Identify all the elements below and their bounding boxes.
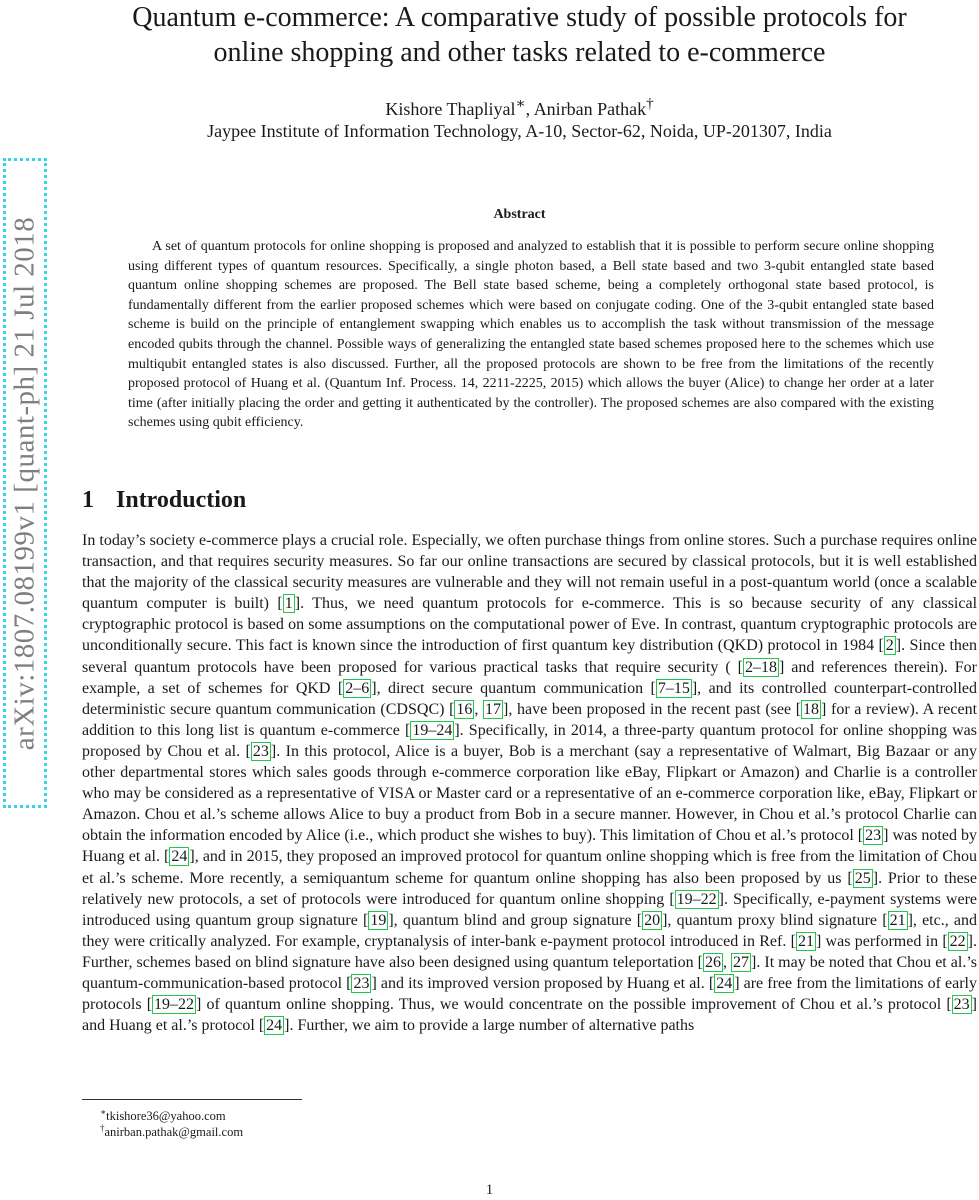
citation-link[interactable]: 24 <box>716 974 733 992</box>
footnote-mark: † <box>100 1123 105 1133</box>
section-heading <box>82 485 246 515</box>
citation-link[interactable]: 22 <box>949 932 966 950</box>
citation-link[interactable]: 2–6 <box>345 679 370 697</box>
body-text-segment: ]. Further, schemes based on blind signature have also been designed using quantum teleportation [ <box>82 932 977 971</box>
body-text-segment: In today’s society e-commerce plays a crucial role. Especially, we often purchase things from online stores. Such a purchase requires online transaction, and that requires security measures. So far our online transactions are secured by classical protocols, but it is well established that the majority of the classical security measures are vulnerable and they will not remain useful in a post-quantum world (once a scalable quantum computer is built) [ <box>82 532 977 613</box>
citation-link[interactable]: 21 <box>889 911 906 929</box>
author-name: Kishore Thapliyal <box>385 99 516 119</box>
citation-link[interactable]: 23 <box>252 742 269 760</box>
section-number: 1 <box>82 487 94 513</box>
body-text-segment: ], quantum blind and group signature [ <box>388 911 643 929</box>
body-text-segment: ]. In this protocol, Alice is a buyer, Bob is a merchant (say a representative of Walmart, Big Bazaar or any other departmental stores which sales goods through e-commerce corporation like eBay, Flipkart or Amazon) and Charlie is a controller who may be considered as a representative of VISA or Master card or a representative of an e-commerce corporation like, eBay, Flipkart or Amazon. Chou et al.’s scheme allows Alice to buy a product from Bob in a secure manner. However, in Chou et al.’s protocol Charlie can obtain the information encoded by Alice (i.e., which product she wishes to buy). This limitation of Chou et al.’s protocol [ <box>82 742 977 845</box>
author-list <box>60 93 979 120</box>
affiliation: Jaypee Institute of Information Technology, A-10, Sector-62, Noida, UP-201307, India <box>207 121 832 141</box>
citation-link[interactable]: 7–15 <box>657 679 690 697</box>
author-footnote-mark: † <box>646 96 654 112</box>
body-text-segment: ], quantum proxy blind signature [ <box>662 911 888 929</box>
citation-link[interactable]: 2–18 <box>744 658 777 676</box>
citation-link[interactable]: 23 <box>953 996 970 1014</box>
body-text-segment: ] for a review). A recent addition to this long list is quantum e-commerce [ <box>82 700 978 739</box>
body-text-segment: ] was performed in [ <box>815 932 948 950</box>
footnote-divider <box>82 1099 302 1100</box>
citation-link[interactable]: 16 <box>456 700 473 718</box>
body-text-segment: ]. Specifically, e-payment systems were introduced using quantum group signature [ <box>82 890 978 929</box>
footnote-mark: ∗ <box>100 1107 107 1117</box>
body-text-segment: ], and in 2015, they proposed an improved protocol for quantum online shopping which is free from the limitation of Chou et al.’s scheme. More recently, a semiquantum scheme for quantum online shopping has also been proposed by us [ <box>82 848 978 887</box>
body-text-segment: ] and its improved version proposed by Huang et al. [ <box>371 974 715 992</box>
arxiv-identifier-stamp <box>3 158 47 808</box>
citation-link[interactable]: 19–22 <box>154 996 195 1014</box>
paper-title <box>60 0 979 70</box>
author-separator: , <box>525 99 534 119</box>
citation-link[interactable]: 1 <box>284 595 293 613</box>
body-text-segment: ]. It may be noted that Chou et al.’s quantum-communication-based protocol [ <box>82 953 978 992</box>
citation-link[interactable]: 27 <box>733 953 750 971</box>
citation-link[interactable]: 24 <box>171 848 188 866</box>
citation-link[interactable]: 18 <box>803 700 820 718</box>
citation-link[interactable]: 26 <box>704 953 721 971</box>
citation-link[interactable]: 21 <box>797 932 814 950</box>
citation-link[interactable]: 23 <box>865 827 882 845</box>
title-line-2: online shopping and other tasks related to e-commerce <box>213 37 826 68</box>
body-text-segment: ]. Specifically, in 2014, a three-party quantum protocol for online shopping was proposed by Chou et al. [ <box>82 721 977 760</box>
body-text-segment: , <box>722 953 732 971</box>
citation-link[interactable]: 25 <box>854 869 871 887</box>
footnote-email[interactable]: anirban.pathak@gmail.com <box>104 1125 244 1140</box>
citation-link[interactable]: 19 <box>370 911 387 929</box>
body-text-segment: ], etc., and they were critically analyzed. For example, cryptanalysis of inter-bank e-payment protocol introduced in Ref. [ <box>82 911 978 950</box>
page-number: 1 <box>485 1182 494 1198</box>
citation-link[interactable]: 19–22 <box>676 890 717 908</box>
introduction-paragraph <box>82 530 977 1036</box>
author-footnote-mark: ∗ <box>515 96 526 112</box>
author-name: Anirban Pathak <box>533 99 647 119</box>
footnote <box>100 1120 243 1140</box>
body-text-segment: ], direct secure quantum communication [ <box>371 679 656 697</box>
body-text-segment: ], and its controlled counterpart-controlled deterministic secure quantum communication (CDSQC) [ <box>82 679 977 718</box>
body-text-segment: ] are free from the limitations of early protocols [ <box>82 974 978 1014</box>
citation-link[interactable]: 2 <box>885 637 894 655</box>
body-text-segment: ]. Since then several quantum protocols have been proposed for various practical tasks that require security ( [ <box>82 637 978 676</box>
body-text-segment: ]. Prior to these relatively new protocols, a set of protocols were introduced for quantum online shopping [ <box>82 869 978 908</box>
citation-link[interactable]: 17 <box>485 700 502 718</box>
body-text-segment: ] was noted by Huang et al. [ <box>82 827 977 866</box>
title-line-1: Quantum e-commerce: A comparative study of possible protocols for <box>132 2 907 33</box>
abstract-heading: Abstract <box>493 207 546 222</box>
section-title: Introduction <box>116 487 247 513</box>
body-text-segment: ]. Further, we aim to provide a large number of alternative paths <box>284 1017 695 1035</box>
body-text-segment: ] of quantum online shopping. Thus, we would concentrate on the possible improvement of Chou et al.’s protocol [ <box>196 996 952 1014</box>
body-text-segment: , <box>474 700 484 718</box>
footnote-email[interactable]: tkishore36@yahoo.com <box>106 1109 226 1124</box>
citation-link[interactable]: 20 <box>644 911 661 929</box>
body-text-segment: ]. Thus, we need quantum protocols for e-commerce. This is so because security of any classical cryptographic protocol is based on some assumptions on the computational power of Eve. In contrast, quantum cryptographic protocols are unconditionally secure. This fact is known since the introduction of first quantum key distribution (QKD) protocol in 1984 [ <box>82 595 978 655</box>
body-text-segment: ], have been proposed in the recent past (see [ <box>503 700 802 718</box>
citation-link[interactable]: 24 <box>266 1017 283 1035</box>
citation-link[interactable]: 19–24 <box>412 721 453 739</box>
arxiv-identifier-text: arXiv:1807.08199v1 [quant-ph] 21 Jul 2018 <box>8 216 41 750</box>
body-text-segment: ] and Huang et al.’s protocol [ <box>82 996 977 1035</box>
abstract-text: A set of quantum protocols for online shopping is proposed and analyzed to establish that it is possible to perform secure online shopping using different types of quantum resources. Specifically, a single photon based, a Bell state based and two 3-qubit entangled state based quantum online shopping schemes are proposed. The Bell state based scheme, being a completely orthogonal state based protocol, is fundamentally different from the earlier proposed schemes which were based on conjugate coding. One of the 3-qubit entangled state based scheme is build on the principle of entanglement swapping which enables us to accomplish the task without transmission of the message encoded qubits through the channel. Possible ways of generalizing the entangled state based schemes proposed here to the schemes which use multiqubit entangled states is also discussed. Further, all the proposed protocols are shown to be free from the limitations of the recently proposed protocol of Huang et al. (Quantum Inf. Process. 14, 2211-2225, 2015) which allows the buyer (Alice) to change her order at a later time (after initially placing the order and getting it authenticated by the controller). The proposed schemes are also compared with the existing schemes using qubit efficiency. <box>128 239 934 431</box>
body-text-segment: ] and references therein). For example, a set of schemes for QKD [ <box>82 658 978 697</box>
citation-link[interactable]: 23 <box>353 974 370 992</box>
